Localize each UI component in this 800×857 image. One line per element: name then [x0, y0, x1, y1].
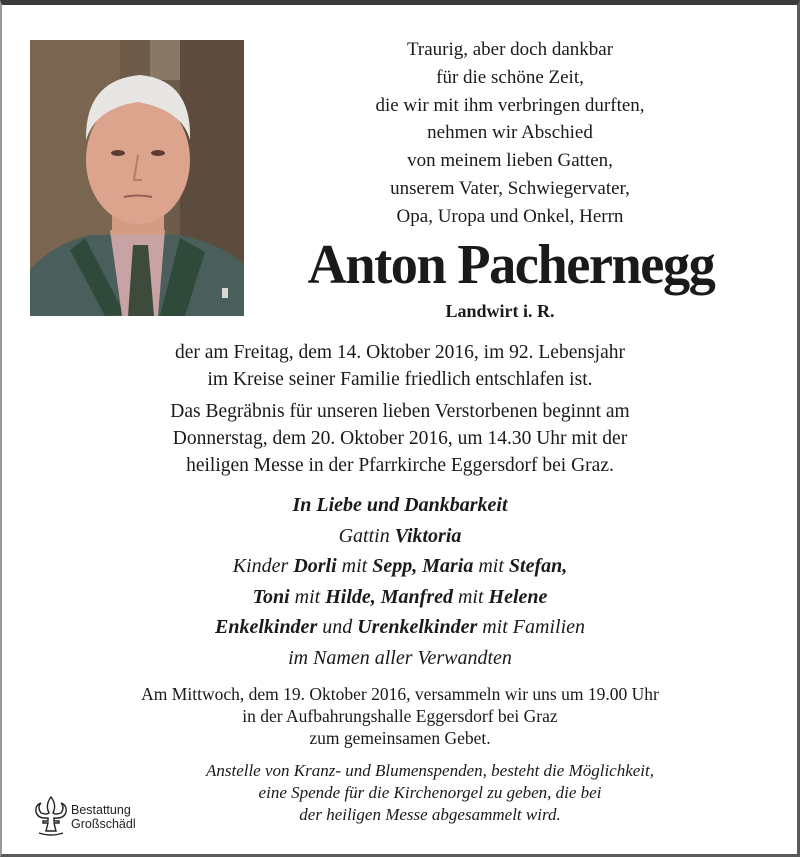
donation-line: Anstelle von Kranz- und Blumenspenden, besteht die Möglichkeit,	[205, 761, 655, 780]
intro-text	[300, 36, 720, 231]
intro-line: nehmen wir Abschied	[427, 122, 593, 144]
mourners-heading: In Liebe und Dankbarkeit	[292, 494, 508, 516]
portrait-image	[30, 40, 244, 316]
mourners-relatives: im Namen aller Verwandten	[288, 646, 512, 669]
deceased-occupation: Landwirt i. R.	[445, 301, 555, 321]
mourners-grandchildren: Enkelkinder und Urenkelkinder mit Familien	[214, 616, 585, 638]
intro-line: Opa, Uropa und Onkel, Herrn	[396, 205, 624, 227]
funeral-line: Das Begräbnis für unseren lieben Verstorbenen beginnt am	[170, 401, 630, 422]
donation-text	[110, 760, 750, 826]
portrait-photo	[30, 40, 244, 316]
intro-line: unserem Vater, Schwiegervater,	[390, 177, 630, 199]
donation-line: eine Spende für die Kirchenorgel zu geben, die bei	[258, 783, 602, 802]
death-text	[60, 339, 740, 393]
vigil-line: in der Aufbahrungshalle Eggersdorf bei Graz	[242, 706, 558, 726]
intro-line: von meinem lieben Gatten,	[407, 150, 613, 172]
mourners-children-1: Kinder Dorli mit Sepp, Maria mit Stefan,	[232, 555, 568, 577]
donation-line: der heiligen Messe abgesammelt wird.	[299, 805, 561, 824]
funeral-home-logo	[33, 793, 143, 837]
funeral-line: Donnerstag, dem 20. Oktober 2016, um 14.30 Uhr mit der	[172, 428, 628, 449]
logo-text	[71, 803, 136, 831]
vigil-line: Am Mittwoch, dem 19. Oktober 2016, versammeln wir uns um 19.00 Uhr	[141, 684, 659, 704]
logo-line-2: Großschädl	[71, 817, 136, 831]
logo-line-1: Bestattung	[71, 803, 131, 817]
intro-line: für die schöne Zeit,	[436, 66, 584, 88]
intro-line: Traurig, aber doch dankbar	[406, 39, 614, 60]
fleur-de-lis-icon	[33, 793, 69, 837]
funeral-text	[60, 398, 740, 479]
death-line: im Kreise seiner Familie friedlich entschlafen ist.	[207, 369, 593, 390]
mourners-block	[100, 490, 700, 673]
vigil-text	[60, 683, 740, 749]
mourners-children-2: Toni mit Hilde, Manfred mit Helene	[252, 585, 548, 608]
deceased-name: Anton Pachernegg	[307, 234, 715, 296]
funeral-line: heiligen Messe in der Pfarrkirche Eggersdorf bei Graz.	[186, 455, 614, 476]
death-line: der am Freitag, dem 14. Oktober 2016, im 92. Lebensjahr	[174, 342, 625, 363]
intro-line: die wir mit ihm verbringen durften,	[375, 94, 645, 116]
vigil-line: zum gemeinsamen Gebet.	[309, 728, 491, 748]
mourners-spouse: Gattin Viktoria	[338, 524, 462, 547]
